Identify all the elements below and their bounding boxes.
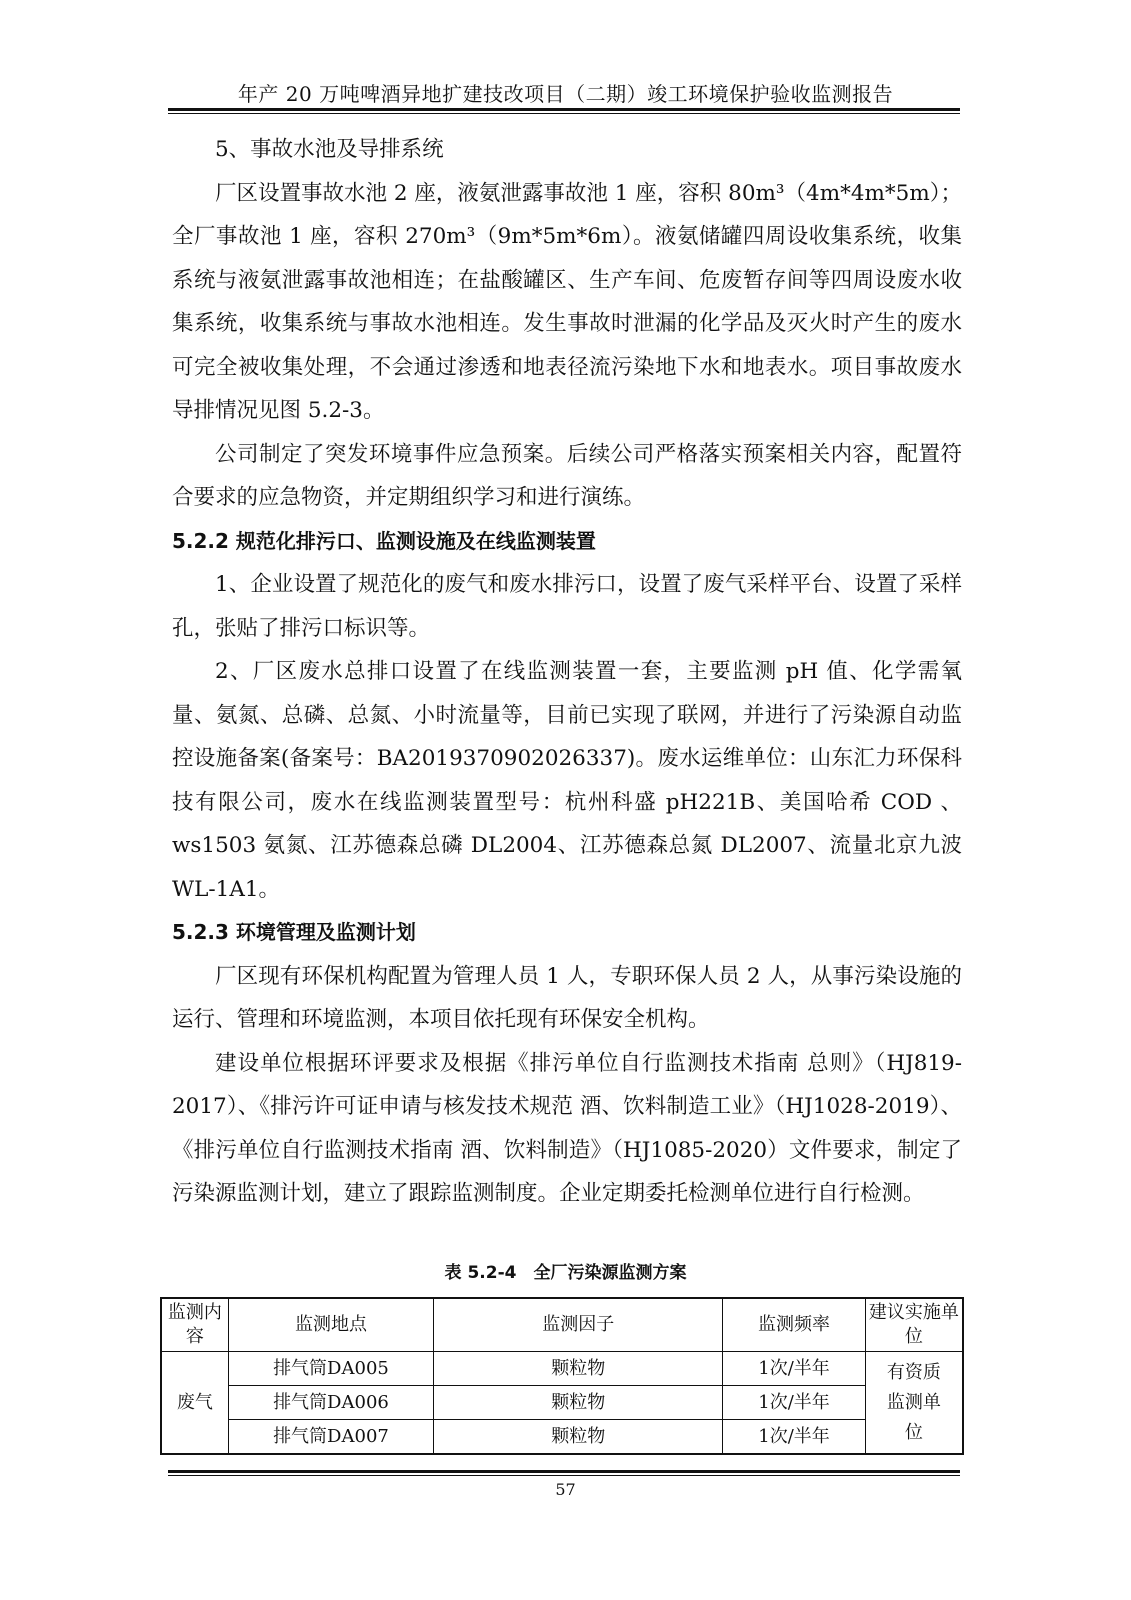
- cell-factor: 颗粒物: [434, 1420, 723, 1455]
- paragraph-emergency-plan: 公司制定了突发环境事件应急预案。后续公司严格落实预案相关内容，配置符合要求的应急物资，并定期组织学习和进行演练。: [172, 441, 962, 510]
- header-content: 监测内容: [161, 1298, 228, 1352]
- running-header: 年产 20 万吨啤酒异地扩建技改项目（二期）竣工环境保护验收监测报告: [237, 82, 894, 106]
- page-number: 57: [555, 1480, 576, 1499]
- cell-unit: 有资质监测单位: [865, 1352, 963, 1455]
- paragraph-outlet: 1、企业设置了规范化的废气和废水排污口，设置了废气采样平台、设置了采样孔，张贴了排污口标识等。: [172, 572, 962, 641]
- paragraph-monitoring-plan: 建设单位根据环评要求及根据《排污单位自行监测技术指南 总则》（HJ819-2017）、《排污许可证申请与核发技术规范 酒、饮料制造工业》（HJ1028-2019）、《排污单位自行监测技术指南 酒、饮料制造》（HJ1085-2020）文件要求，制定了污染源监测计划，建立了跟踪监测制度。企业定期委托检测单位进行自行检测。: [172, 1050, 962, 1206]
- header-rule-thin: [168, 113, 960, 114]
- cell-location: 排气筒DA006: [228, 1386, 434, 1420]
- header-rule: [168, 108, 960, 111]
- cell-location: 排气筒DA007: [228, 1420, 434, 1455]
- table-header-row: [161, 1298, 963, 1352]
- monitoring-plan-table: [160, 1297, 964, 1455]
- section-heading-5-2-2: 5.2.2 规范化排污口、监测设施及在线监测装置: [172, 528, 596, 553]
- section-item-heading: 5、事故水池及导排系统: [215, 137, 444, 162]
- cell-frequency: 1次/半年: [723, 1352, 865, 1386]
- table-caption: 表 5.2-4 全厂污染源监测方案: [444, 1263, 687, 1283]
- section-heading-5-2-3: 5.2.3 环境管理及监测计划: [172, 920, 416, 944]
- header-frequency: 监测频率: [723, 1298, 865, 1352]
- paragraph-online-monitoring: 2、厂区废水总排口设置了在线监测装置一套，主要监测 pH 值、化学需氧量、氨氮、总磷、总氮、小时流量等，目前已实现了联网，并进行了污染源自动监控设施备案(备案号：BA2019370902026337)。废水运维单位：山东汇力环保科技有限公司，废水在线监测装置型号：杭州科盛 pH221B、美国哈希 COD 、ws1503 氨氮、江苏德森总磷 DL2004、江苏德森总氮 DL2007、流量北京九波 WL-1A1。: [172, 659, 962, 902]
- table-row: [161, 1420, 963, 1455]
- cell-factor: 颗粒物: [434, 1352, 723, 1386]
- cell-frequency: 1次/半年: [723, 1386, 865, 1420]
- footer-rule: [168, 1470, 960, 1473]
- body-text: [172, 128, 962, 1216]
- paragraph-env-agency: 厂区现有环保机构配置为管理人员 1 人，专职环保人员 2 人，从事污染设施的运行、管理和环境监测，本项目依托现有环保安全机构。: [172, 963, 962, 1032]
- header-unit: 建议实施单位: [865, 1298, 963, 1352]
- cell-factor: 颗粒物: [434, 1386, 723, 1420]
- paragraph-accident-pool: 厂区设置事故水池 2 座，液氨泄露事故池 1 座，容积 80m³（4m*4m*5m）；全厂事故池 1 座，容积 270m³（9m*5m*6m）。液氨储罐四周设收集系统，收集系统与液氨泄露事故池相连；在盐酸罐区、生产车间、危废暂存间等四周设废水收集系统，收集系统与事故水池相连。发生事故时泄漏的化学品及灭火时产生的废水可完全被收集处理，不会通过渗透和地表径流污染地下水和地表水。项目事故废水导排情况见图 5.2-3。: [172, 180, 962, 423]
- header-location: 监测地点: [228, 1298, 434, 1352]
- cell-location: 排气筒DA005: [228, 1352, 434, 1386]
- cell-frequency: 1次/半年: [723, 1420, 865, 1455]
- footer-rule-thin: [168, 1475, 960, 1476]
- cell-category: 废气: [161, 1352, 228, 1455]
- header-factor: 监测因子: [434, 1298, 723, 1352]
- table-row: [161, 1352, 963, 1386]
- table-row: [161, 1386, 963, 1420]
